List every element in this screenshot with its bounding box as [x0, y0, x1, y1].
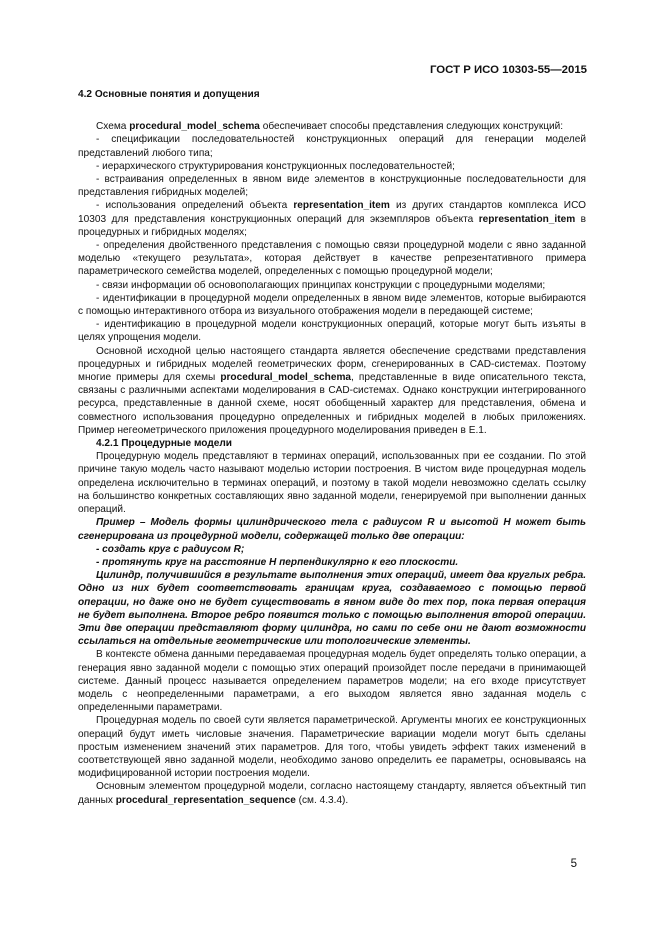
final-paragraph	[78, 780, 586, 806]
text-span: Схема	[96, 121, 130, 133]
example-intro: Пример – Модель формы цилиндрического тела с радиусом R и высотой H может быть сгенерирована из процедурной модели, содержащей только две операции:	[78, 517, 586, 542]
example-operation: - создать круг с радиусом R;	[96, 543, 245, 555]
text-span: , представленные в виде описательного текста, связаны с различными аспектами моделирования в CAD-системах. Однако конструкции интегрированного ресурса, представленные в данной схеме, носят обобщенный характер для представления, обмена и совместного использования процедурно определенных и гибридных моделей в любых приложениях. Пример негеометрического приложения процедурного моделирования приведен в Е.1.	[78, 372, 586, 436]
term-procedural-model-schema: procedural_model_schema	[220, 372, 352, 384]
text-span: - использования определений объекта	[96, 200, 294, 212]
list-item: - иерархического структурирования конструкционных последовательностей;	[96, 160, 455, 172]
example-operation: - протянуть круг на расстояние H перпендикулярно к его плоскости.	[96, 556, 459, 568]
text-span: Основным элементом процедурной модели, согласно настоящему стандарту, является объектный тип данных	[78, 781, 586, 806]
list-item: - связи информации об основополагающих принципах конструкции с процедурными моделями;	[96, 279, 546, 291]
exchange-paragraph: В контексте обмена данными передаваемая процедурная модель будет определять только операции, а генерация явно заданной модели с помощью этих операций произойдет после передачи в принимающей системе. Данный процесс называется определением параметров модели; на его входе присутствует модель с неопределенными параметрами, а его выходом является явно заданная модель с определенными параметрами.	[78, 649, 586, 714]
example-result: Цилиндр, получившийся в результате выполнения этих операций, имеет два круглых ребра. Одно из них будет соответствовать границам круга, создаваемого с помощью первой операции, но даже оно не будет существовать в явном виде до тех пор, пока первая операция не будет выполнена. Второе ребро появится только с помощью выполнения второй операции. Эти две операции представляют форму цилиндра, но сами по себе они не дают возможности ссылаться на отдельные геометрические или топологические элементы.	[78, 570, 586, 648]
section-title: 4.2 Основные понятия и допущения	[78, 89, 260, 100]
main-purpose-paragraph	[78, 345, 586, 437]
text-span: обеспечивает способы представления следующих конструкций:	[259, 121, 564, 133]
page-number: 5	[570, 858, 577, 870]
list-item: - встраивания определенных в явном виде элементов в конструкционные последовательности для представления гибридных моделей;	[78, 174, 586, 199]
subsection-title: 4.2.1 Процедурные модели	[96, 438, 232, 450]
text-span: Основной исходной целью настоящего стандарта является обеспечение средствами представления процедурных и гибридных моделей геометрических форм, сгенерированных в CAD-системах. Поэтому многие примеры для схемы	[78, 345, 586, 384]
list-item	[78, 199, 586, 239]
term-representation-item: representation_item	[478, 213, 576, 225]
list-item: - идентификации в процедурной модели определенных в явном виде элементов, которые выбираются с помощью интерактивного отбора из визуального отображения модели в передающей системе;	[78, 292, 586, 318]
page-content	[78, 88, 586, 807]
text-span: в процедурных и гибридных моделях;	[78, 213, 586, 238]
text-span: (см. 4.3.4).	[295, 794, 349, 806]
list-item: - спецификации последовательностей конструкционных операций для генерации моделей представлений любого типа;	[78, 134, 586, 159]
text-span: из других стандартов комплекса ИСО 10303 для представления конструкционных операций для экземпляров объекта	[78, 200, 586, 225]
term-representation-item: representation_item	[293, 200, 390, 212]
term-procedural-model-schema: procedural_model_schema	[129, 121, 260, 133]
term-procedural-representation-sequence: procedural_representation_sequence	[115, 794, 296, 806]
procedural-model-paragraph: Процедурную модель представляют в терминах операций, использованных при ее создании. По этой причине такую модель часто называют моделью истории построения. В чистом виде процедурная модель определена исключительно в терминах операций, и поэтому в такой модели невозможно сделать ссылку на большинство конкретных составляющих явно заданной модели, генерируемой при выполнении данных операций.	[78, 451, 586, 516]
list-item: - идентификацию в процедурной модели конструкционных операций, которые могут быть изъяты в целях упрощения модели.	[78, 319, 586, 344]
parametric-paragraph: Процедурная модель по своей сути является параметрической. Аргументы многих ее конструкционных операций будут иметь числовые значения. Параметрические вариации модели могут быть сделаны простым изменением значений этих параметров. Для того, чтобы увидеть эффект таких изменений в соответствующей явно заданной модели, необходимо заново определить ее параметры, основываясь на модифицированной истории построения модели.	[78, 715, 586, 780]
list-item: - определения двойственного представления с помощью связи процедурной модели с явно заданной моделью «текущего результата», которая действует в качестве репрезентативного примера параметрического семейства моделей, определенных с помощью процедурной модели;	[78, 240, 586, 278]
document-code: ГОСТ Р ИСО 10303-55—2015	[429, 64, 587, 76]
intro-paragraph	[78, 120, 586, 133]
